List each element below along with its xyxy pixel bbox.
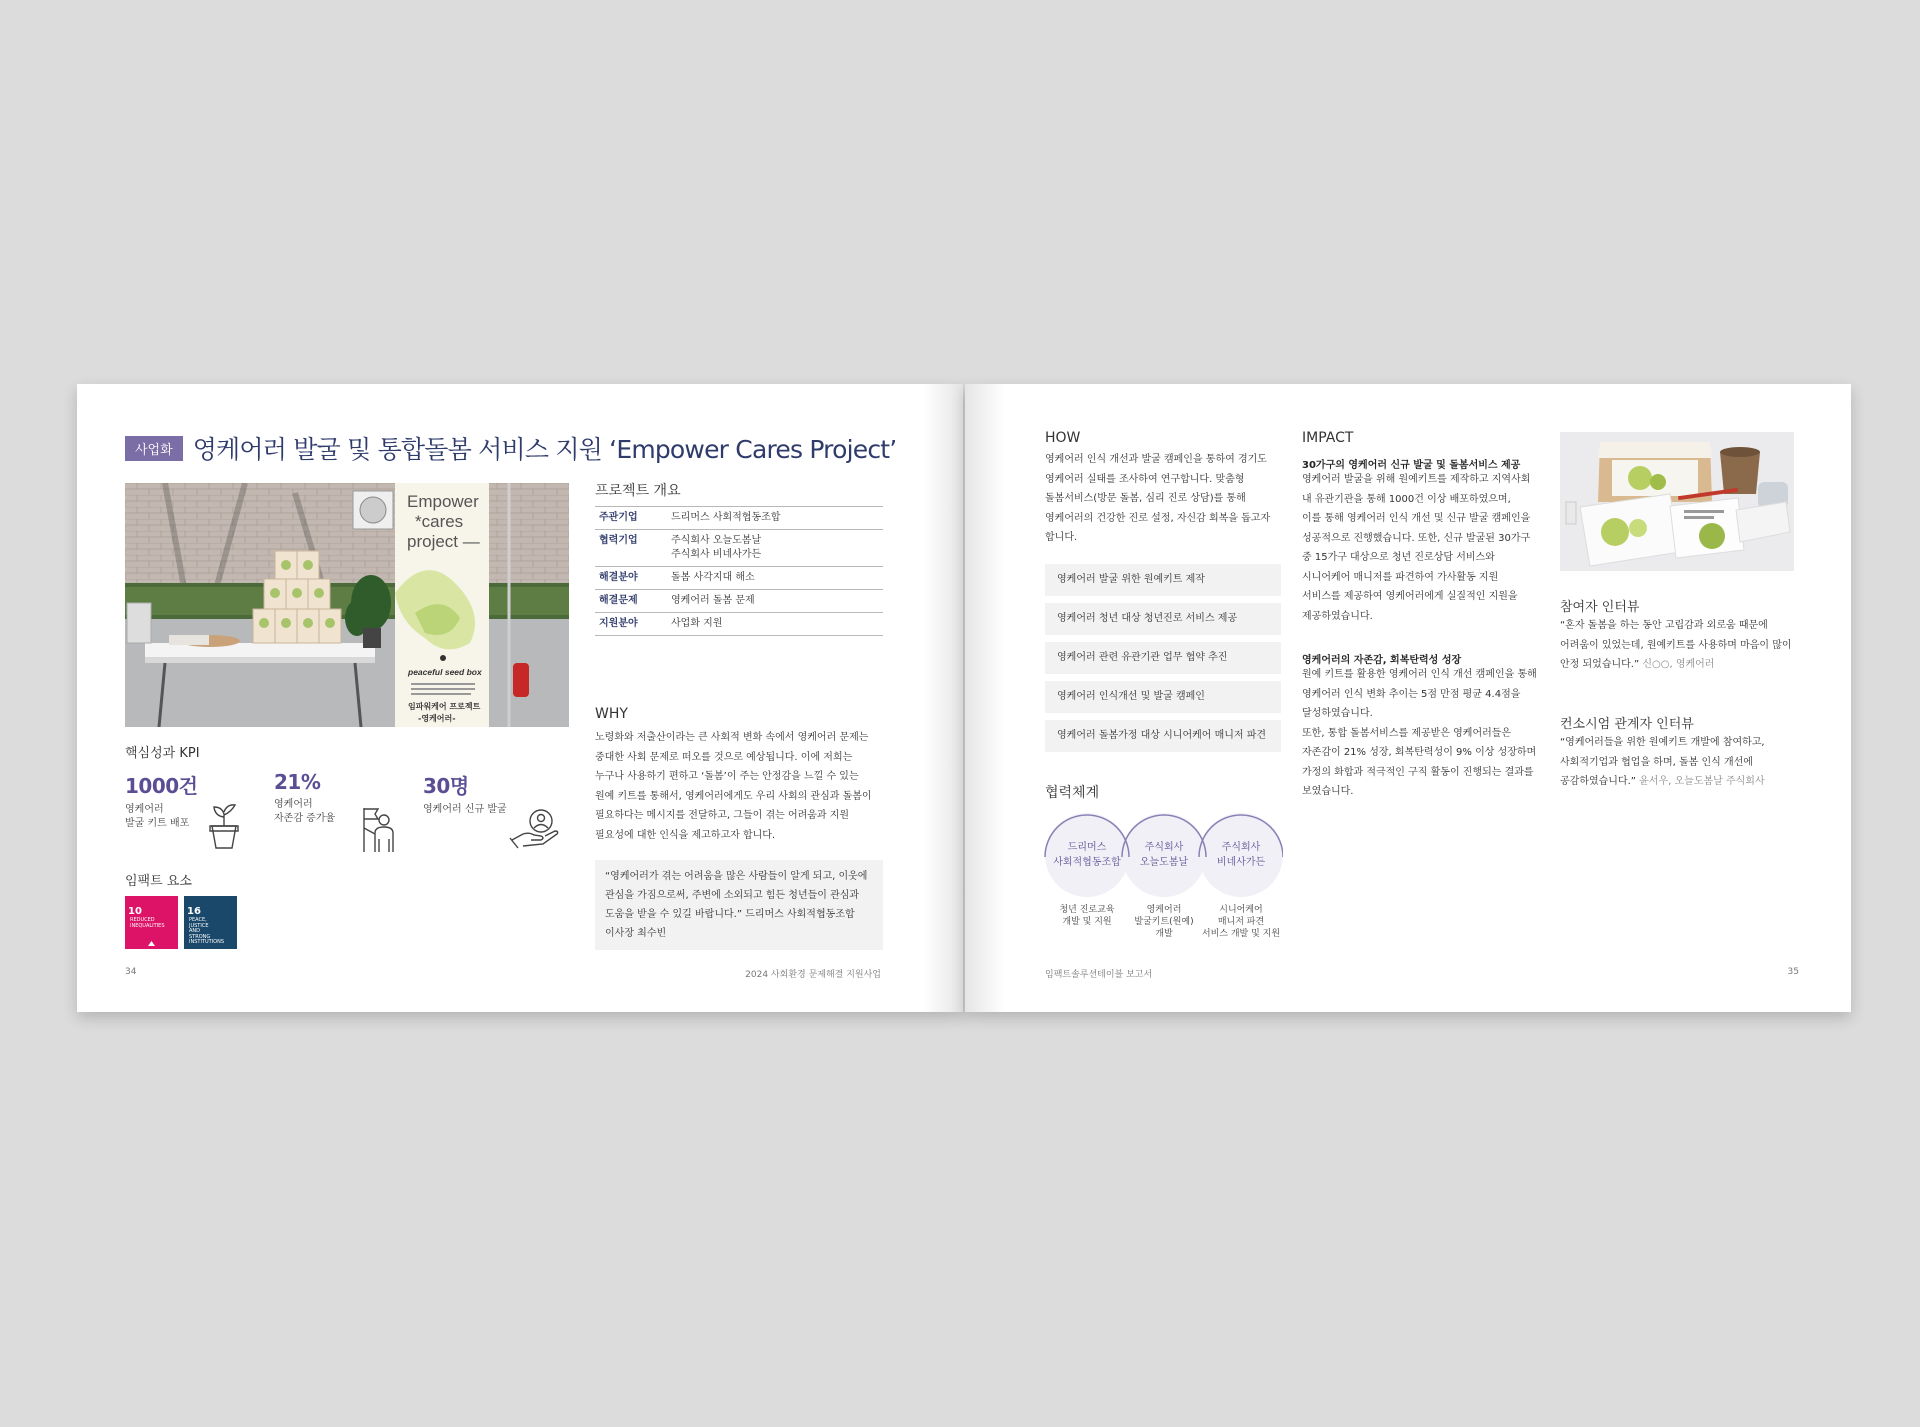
impact-line: 가정의 화합과 적극적인 구직 활동이 진행되는 결과를: [1302, 766, 1534, 778]
kit-photo: [1560, 432, 1794, 571]
running-footer: 임팩트솔루션테이블 보고서: [1045, 970, 1153, 980]
how-line: 영케어러의 건강한 진로 설정, 자신감 회복을 돕고자: [1045, 512, 1271, 524]
table-value: 영케어러 돌봄 문제: [667, 590, 883, 613]
kpi-label: 영케어러 신규 발굴: [423, 804, 507, 815]
category-badge: 사업화: [125, 436, 183, 461]
how-line: 돌봄서비스(방문 돌봄, 심리 진로 상담)를 통해: [1045, 493, 1246, 504]
table-key: 해결문제: [595, 590, 667, 613]
why-line: 원예 키트를 통해서, 영케어러에게도 우리 사회의 관심과 돌봄이: [595, 790, 872, 802]
how-line: 영케어러 인식 개선과 발굴 캠페인을 통하여 경기도: [1045, 454, 1267, 465]
banner-kr-1: 임파워케어 프로젝트: [408, 702, 481, 711]
dove-gavel-icon: [187, 946, 234, 972]
impact-line: 원예 키트를 활용한 영케어러 인식 개선 캠페인을 통해: [1302, 669, 1537, 680]
table-value: 사업화 지원: [667, 613, 883, 636]
banner-kr-2: -영케어러-: [418, 714, 456, 723]
impact-line: 내 유관기관을 통해 1000건 이상 배포하였으며,: [1302, 493, 1511, 505]
sdg-10-badge: [125, 896, 178, 949]
partner-circle: 주식회사 비네사가든: [1199, 813, 1283, 897]
interviewee: 윤서우, 오늘도봄날 주식회사: [1639, 776, 1765, 787]
impact-line: 시니어케어 매니저를 파견하여 가사활동 지원: [1302, 571, 1499, 583]
why-line: 노령화와 저출산이라는 큰 사회적 변화 속에서 영케어러 문제는: [595, 732, 869, 743]
sdg-number: 10: [128, 906, 142, 917]
partner-connection-arcs: [1043, 809, 1283, 859]
banner-line-2: *cares: [415, 512, 464, 531]
kpi-section-title: 핵심성과 KPI: [125, 746, 200, 761]
impact-line: 성공적으로 진행했습니다. 또한, 신규 발굴된 30가구: [1302, 532, 1531, 544]
consortium-interview-title: 컨소시엄 관계자 인터뷰: [1560, 717, 1694, 732]
partner-role: 청년 진로교육 개발 및 지원: [1059, 905, 1115, 927]
banner-line-1: Empower: [407, 492, 479, 511]
gutter-shadow: [965, 384, 1005, 1012]
interviewee: 신○○, 영케어러: [1642, 659, 1715, 670]
partner-role: 시니어케어 매니저 파견 서비스 개발 및 지원: [1201, 905, 1281, 939]
why-line: 필요성에 대한 인식을 제고하고자 합니다.: [595, 829, 776, 841]
impact-subheading: 영케어러의 자존감, 회복탄력성 성장: [1302, 655, 1462, 666]
how-list-item: 영케어러 관련 유관기관 업무 협약 추진: [1045, 642, 1281, 674]
impact-line: 영케어러 인식 변화 추이는 5점 만점 평균 4.4점을: [1302, 688, 1521, 700]
kpi-label: 영케어러 자존감 증가율: [274, 799, 336, 824]
impact-section-title: IMPACT: [1302, 430, 1354, 446]
impact-body: [1302, 470, 1538, 626]
hand-person-icon: [509, 808, 561, 850]
impact-line: 보였습니다.: [1302, 786, 1354, 797]
kpi-label: 영케어러 발굴 키트 배포: [125, 804, 190, 829]
person-flag-icon: [358, 806, 402, 854]
how-line: 합니다.: [1045, 532, 1078, 543]
booth-photo-illustration: [125, 483, 569, 727]
impact-line: 또한, 통합 돌봄서비스를 제공받은 영케어러들은: [1302, 727, 1512, 739]
table-key: 협력기업: [595, 530, 667, 567]
table-key: 주관기업: [595, 507, 667, 530]
why-line: 누구나 사용하기 편하고 ‘돌봄’이 주는 안정감을 느낄 수 있는: [595, 771, 859, 782]
impact-section-title: 임팩트 요소: [125, 874, 192, 889]
equality-icon: [128, 939, 175, 967]
kpi-value: 21%: [274, 770, 321, 794]
cooperation-section-title: 협력체계: [1045, 785, 1100, 801]
table-row: [595, 530, 883, 567]
table-key: 지원분야: [595, 613, 667, 636]
sdg-text: PEACE, JUSTICE AND STRONG INSTITUTIONS: [189, 917, 225, 945]
impact-body: [1302, 665, 1538, 802]
table-row: [595, 590, 883, 613]
booth-photo: [125, 483, 569, 727]
why-body: [595, 728, 885, 845]
seedling-pot-icon: [205, 802, 243, 850]
why-line: 중대한 사회 문제로 떠오를 것으로 예상됩니다. 이에 저희는: [595, 751, 853, 763]
quote-line: 이사장 최수빈: [605, 928, 667, 939]
interview-line: “영케어러들을 위한 원예키트 개발에 참여하고,: [1560, 737, 1765, 748]
table-value: 주식회사 오늘도봄날 주식회사 비네사가든: [667, 530, 883, 567]
right-page: [965, 384, 1851, 1012]
sdg-text: REDUCED INEQUALITIES: [130, 917, 165, 929]
table-value: 드리머스 사회적협동조합: [667, 507, 883, 530]
interview-line: [1560, 655, 1800, 675]
table-key: 해결분야: [595, 567, 667, 590]
gardening-kit-illustration: [1560, 432, 1794, 571]
impact-line: 중 15가구 대상으로 청년 진로상담 서비스와: [1302, 552, 1495, 563]
how-line: 영케어러 실태를 조사하여 연구합니다. 맞춤형: [1045, 473, 1245, 485]
participant-interview-title: 참여자 인터뷰: [1560, 600, 1640, 615]
impact-line: 자존감이 21% 성장, 회복탄력성이 9% 이상 성장하며: [1302, 747, 1537, 758]
how-section-title: HOW: [1045, 430, 1081, 446]
table-row: [595, 613, 883, 636]
interview-line: [1560, 772, 1800, 792]
interview-quote-end: 공감하였습니다.”: [1560, 776, 1636, 787]
table-row: [595, 567, 883, 590]
gutter-shadow: [923, 384, 963, 1012]
how-body: [1045, 450, 1281, 548]
founder-quote: [595, 860, 883, 950]
kpi-item: [125, 770, 265, 831]
partner-circle: 드리머스 사회적협동조합: [1045, 813, 1129, 897]
impact-line: 달성하였습니다.: [1302, 708, 1373, 719]
overview-section-title: 프로젝트 개요: [595, 483, 681, 499]
how-list-item: 영케어러 돌봄가정 대상 시니어케어 매니저 파견: [1045, 720, 1281, 752]
impact-subheading: 30가구의 영케어러 신규 발굴 및 돌봄서비스 제공: [1302, 460, 1521, 471]
page-number: 34: [125, 967, 137, 977]
why-line: 필요하다는 메시지를 전달하고, 그들이 겪는 어려움과 지원: [595, 810, 850, 821]
project-overview-table: [595, 506, 883, 636]
sdg-16-badge: [184, 896, 237, 949]
quote-line: “영케어러가 겪는 어려움을 많은 사람들이 알게 되고, 이웃에: [605, 871, 868, 882]
partner-circle: 주식회사 오늘도봄날: [1122, 813, 1206, 897]
banner-line-3: project —: [407, 532, 480, 551]
impact-line: 이를 통해 영케어러 인식 개선 및 신규 발굴 캠페인을: [1302, 513, 1531, 524]
left-page: [77, 384, 963, 1012]
quote-line: 관심을 가짐으로써, 주변에 소외되고 힘든 청년들이 관심과: [605, 890, 860, 901]
banner-brand: peaceful seed box: [408, 667, 482, 677]
interview-quote-end: 안정 되었습니다.”: [1560, 659, 1640, 670]
how-list-item: 영케어러 발굴 위한 원예키트 제작: [1045, 564, 1281, 596]
sdg-number: 16: [187, 906, 201, 917]
title-row: [125, 430, 896, 466]
impact-line: 서비스를 제공하여 영케어러에게 실질적인 지원을: [1302, 591, 1518, 602]
book-spread: [77, 384, 1851, 1012]
how-list-item: 영케어러 청년 대상 청년진로 서비스 제공: [1045, 603, 1281, 635]
interview-line: 어려움이 있었는데, 원예키트를 사용하며 마음이 많이: [1560, 639, 1792, 651]
kpi-value: 30명: [423, 774, 469, 798]
impact-line: 제공하였습니다.: [1302, 610, 1373, 622]
kpi-value: 1000건: [125, 774, 198, 798]
quote-line: 도움을 받을 수 있길 바랍니다.” 드리머스 사회적협동조합: [605, 909, 855, 920]
how-list-item: 영케어러 인식개선 및 발굴 캠페인: [1045, 681, 1281, 713]
participant-interview-body: [1560, 616, 1800, 675]
running-footer: 2024 사회환경 문제해결 지원사업: [745, 970, 881, 980]
page-number: 35: [1787, 967, 1799, 977]
partner-role: 영케어러 발굴키트(원예) 개발: [1134, 905, 1194, 939]
interview-line: 사회적기업과 협업을 하며, 돌봄 인식 개선에: [1560, 756, 1753, 768]
table-value: 돌봄 사각지대 해소: [667, 567, 883, 590]
interview-line: “혼자 돌봄을 하는 동안 고립감과 외로움 때문에: [1560, 620, 1768, 631]
consortium-interview-body: [1560, 733, 1800, 792]
why-section-title: WHY: [595, 706, 628, 722]
page-title: 영케어러 발굴 및 통합돌봄 서비스 지원 ‘Empower Cares Project’: [192, 435, 897, 464]
table-row: [595, 507, 883, 530]
impact-line: 영케어러 발굴을 위해 원예키트를 제작하고 지역사회: [1302, 474, 1531, 485]
